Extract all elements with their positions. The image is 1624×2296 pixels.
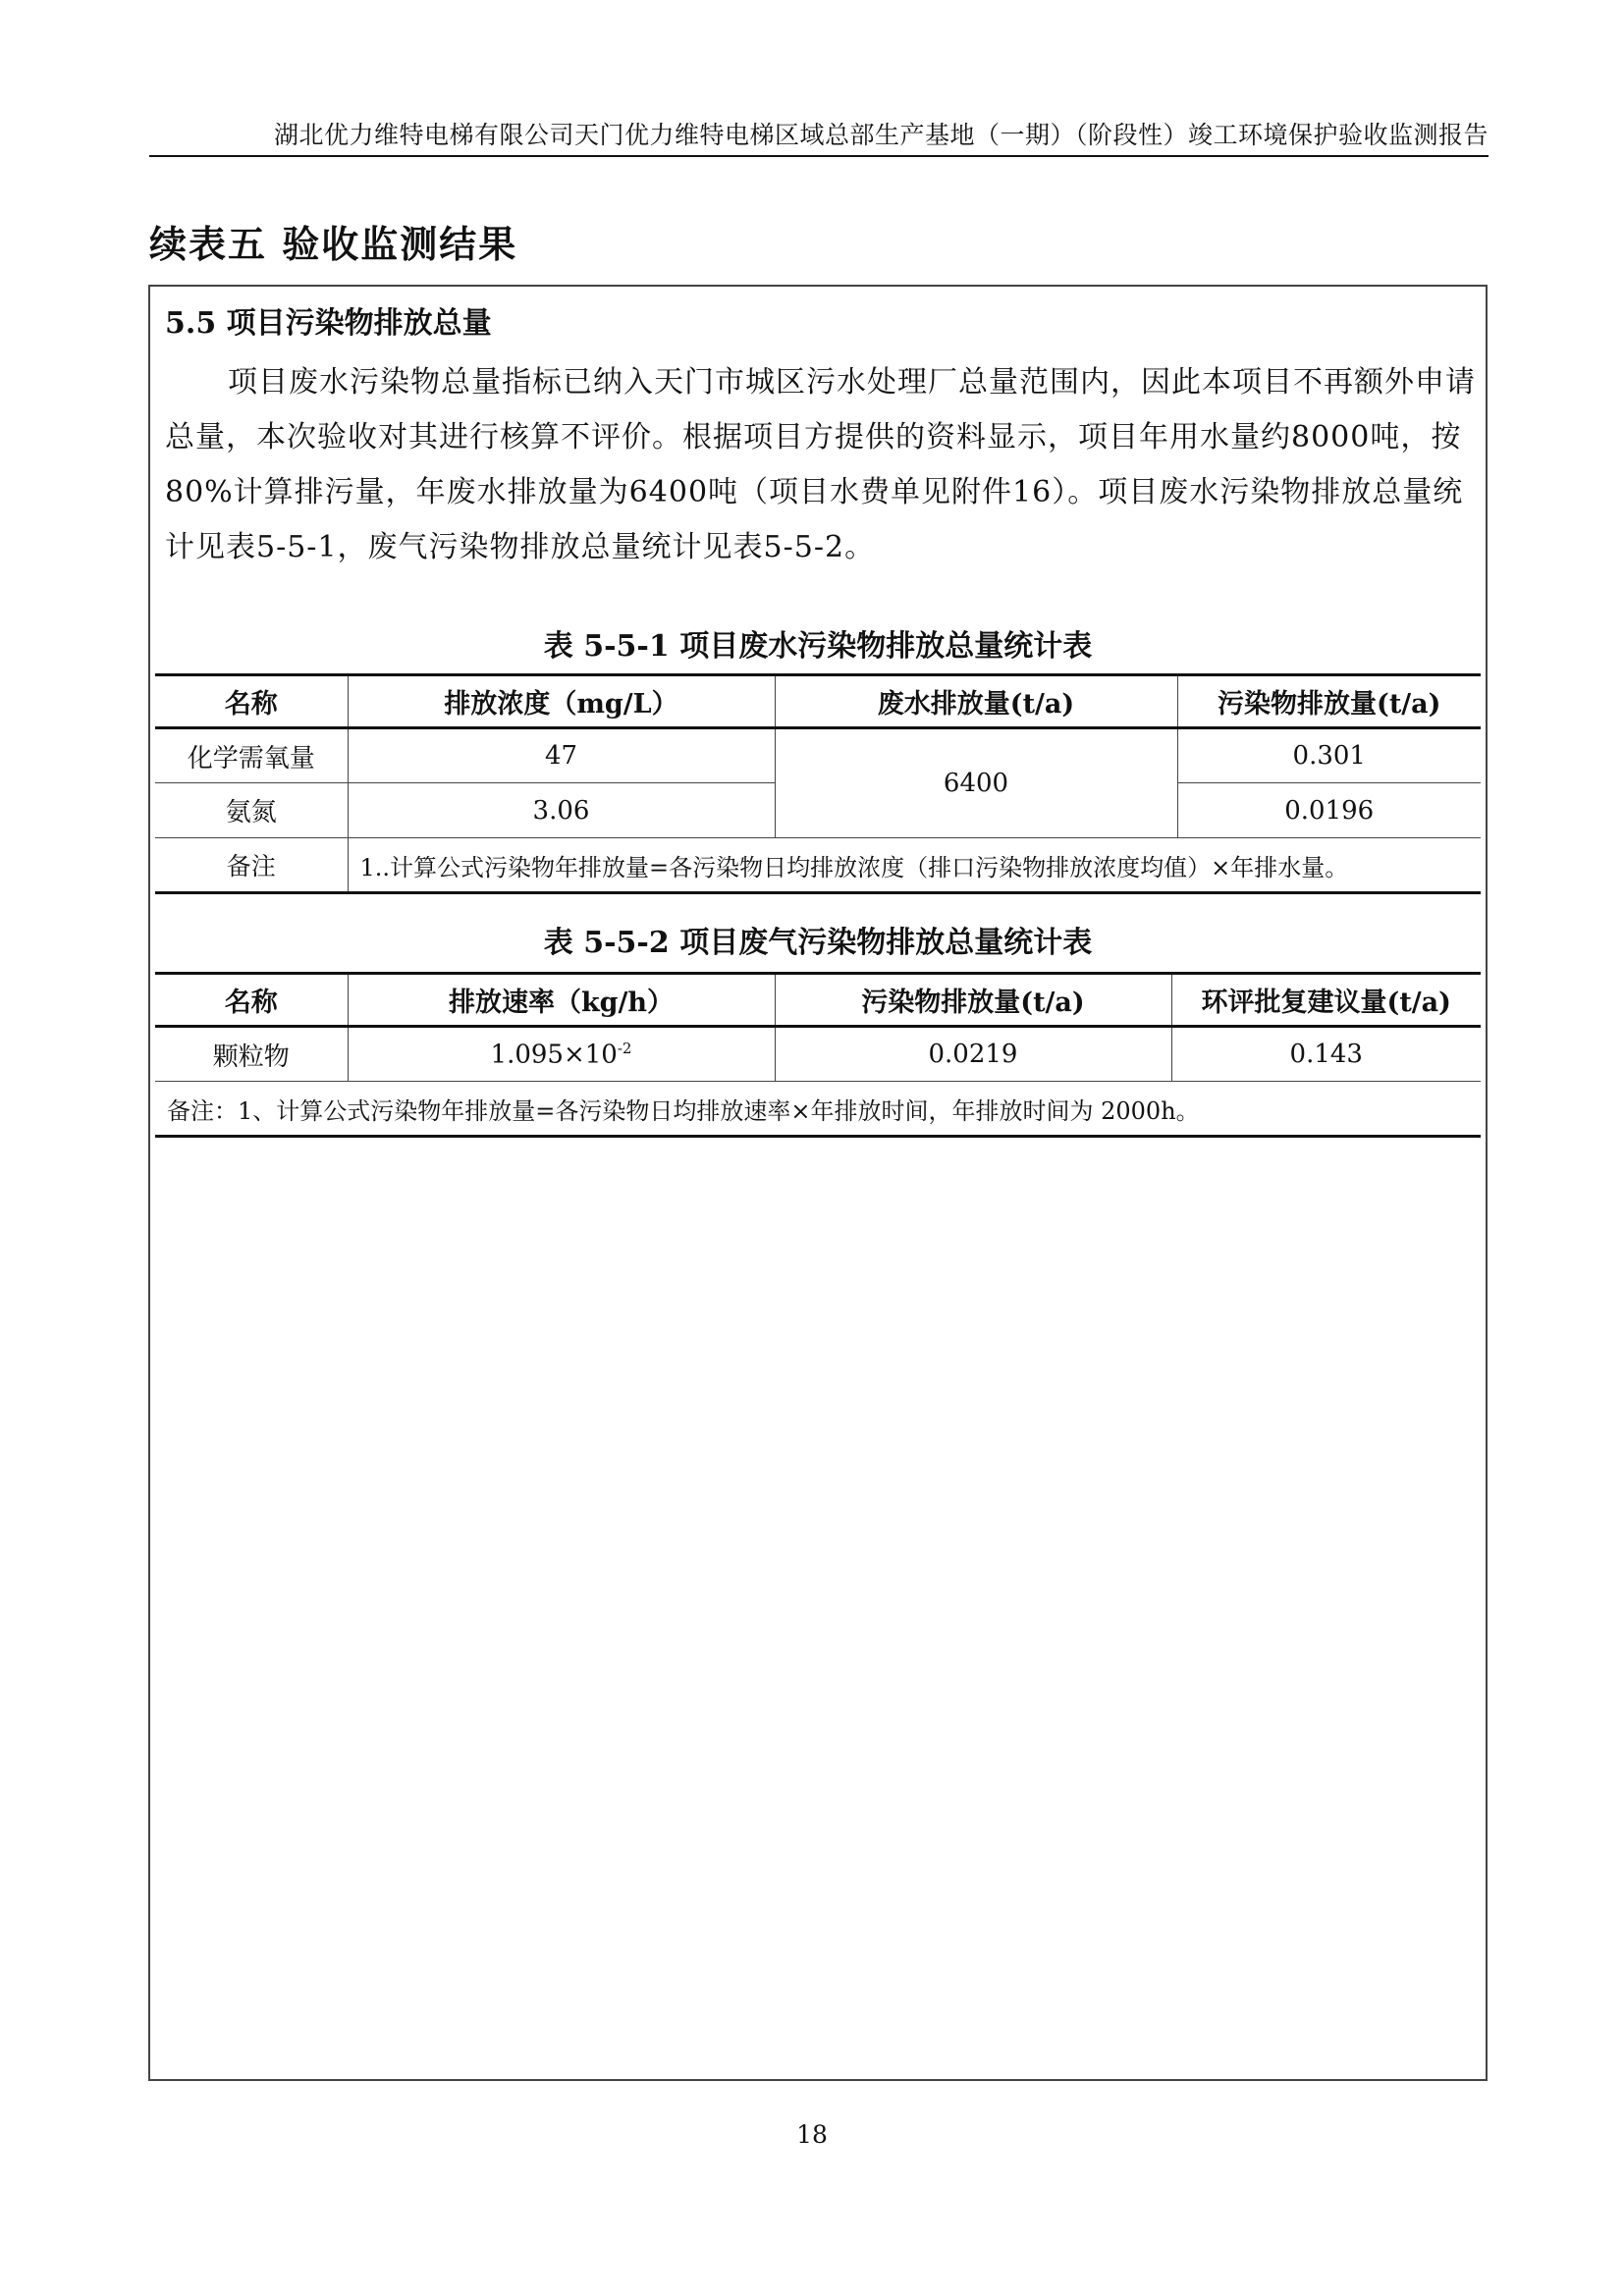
row-name: 颗粒物 — [155, 1027, 348, 1082]
table-row — [155, 728, 1481, 783]
subsection-heading — [165, 298, 492, 342]
row-emission-rate — [348, 1027, 775, 1082]
table1-title: 表 5-5-1 项目废水污染物排放总量统计表 — [543, 629, 1093, 664]
header-pollutant-emission: 污染物排放量(t/a) — [1177, 675, 1481, 728]
air-emission-table — [155, 972, 1481, 1138]
rate-exponent: -2 — [617, 1039, 632, 1057]
table-note-row — [155, 838, 1481, 893]
row-name: 化学需氧量 — [155, 728, 348, 783]
rate-mantissa: 1.095×10 — [490, 1040, 618, 1070]
row-concentration: 3.06 — [348, 783, 775, 838]
note-label: 备注 — [155, 838, 348, 893]
table2-title: 表 5-5-2 项目废气污染物排放总量统计表 — [543, 926, 1093, 960]
header-eia-suggested: 环评批复建议量(t/a) — [1171, 974, 1481, 1027]
header-name: 名称 — [155, 675, 348, 728]
table-row — [155, 1027, 1481, 1082]
table-note-row — [155, 1082, 1481, 1137]
row-emission: 0.0219 — [775, 1027, 1171, 1082]
row-suggested: 0.143 — [1171, 1027, 1481, 1082]
subsection-title: 项目污染物排放总量 — [226, 306, 492, 341]
header-name: 名称 — [155, 974, 348, 1027]
header-wastewater-volume: 废水排放量(t/a) — [775, 675, 1177, 728]
row-emission: 0.301 — [1177, 728, 1481, 783]
body-paragraph: 项目废水污染物总量指标已纳入天门市城区污水处理厂总量范围内，因此本项目不再额外申请总量，本次验收对其进行核算不评价。根据项目方提供的资料显示，项目年用水量约8000吨，按80%计算排污量，年废水排放量为6400吨（项目水费单见附件16）。项目废水污染物排放总量统计见表5-5-1，废气污染物排放总量统计见表5-5-2。 — [165, 365, 1476, 564]
header-pollutant-emission: 污染物排放量(t/a) — [775, 974, 1171, 1027]
note-text: 1..计算公式污染物年排放量=各污染物日均排放浓度（排口污染物排放浓度均值）×年排水量。 — [348, 838, 1481, 893]
header-concentration: 排放浓度（mg/L） — [348, 675, 775, 728]
subsection-number: 5.5 — [165, 306, 217, 341]
header-divider — [149, 155, 1489, 157]
header-emission-rate: 排放速率（kg/h） — [348, 974, 775, 1027]
wastewater-emission-table — [155, 673, 1481, 894]
row-name: 氨氮 — [155, 783, 348, 838]
row-emission: 0.0196 — [1177, 783, 1481, 838]
note-text: 备注：1、计算公式污染物年排放量=各污染物日均排放速率×年排放时间，年排放时间为 2000h。 — [155, 1082, 1481, 1137]
row-concentration: 47 — [348, 728, 775, 783]
section-heading: 续表五 验收监测结果 — [149, 222, 518, 266]
table-header-row — [155, 974, 1481, 1027]
page-number: 18 — [796, 2120, 828, 2149]
report-header-title: 湖北优力维特电梯有限公司天门优力维特电梯区域总部生产基地（一期）（阶段性）竣工环境保护验收监测报告 — [273, 121, 1489, 149]
table-header-row — [155, 675, 1481, 728]
wastewater-volume-cell: 6400 — [775, 728, 1177, 838]
